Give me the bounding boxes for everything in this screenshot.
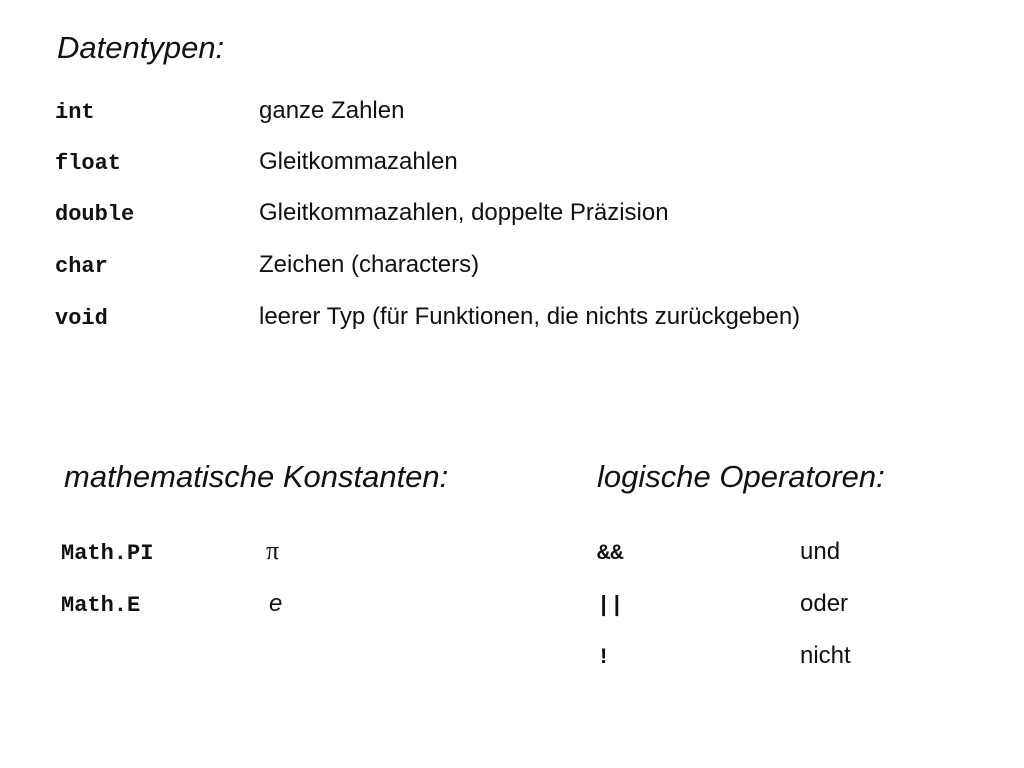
constant-math-e: Math.E <box>61 593 141 618</box>
operator-or: || <box>597 593 624 618</box>
e-symbol: e <box>269 590 283 617</box>
constant-math-pi: Math.PI <box>61 541 154 566</box>
operator-not: ! <box>597 645 611 670</box>
datatype-double-description: Gleitkommazahlen, doppelte Präzision <box>259 199 669 226</box>
operator-and: && <box>597 541 624 566</box>
operator-and-meaning: und <box>800 538 841 565</box>
datatype-char: char <box>55 254 108 279</box>
datatype-int: int <box>55 100 95 125</box>
datatype-void: void <box>55 306 108 331</box>
constants-heading: mathematische Konstanten: <box>64 459 449 494</box>
pi-symbol: π <box>266 536 280 565</box>
datatype-int-description: ganze Zahlen <box>259 97 405 124</box>
operator-not-meaning: nicht <box>800 642 851 669</box>
datatype-void-description: leerer Typ (für Funktionen, die nichts zurückgeben) <box>259 303 801 330</box>
datatype-float: float <box>55 151 122 176</box>
operator-or-meaning: oder <box>800 590 849 617</box>
datatype-float-description: Gleitkommazahlen <box>259 148 458 175</box>
datatype-char-description: Zeichen (characters) <box>259 251 480 278</box>
datatype-double: double <box>55 202 135 227</box>
operators-heading: logische Operatoren: <box>597 459 885 494</box>
datatypes-heading: Datentypen: <box>57 30 225 65</box>
